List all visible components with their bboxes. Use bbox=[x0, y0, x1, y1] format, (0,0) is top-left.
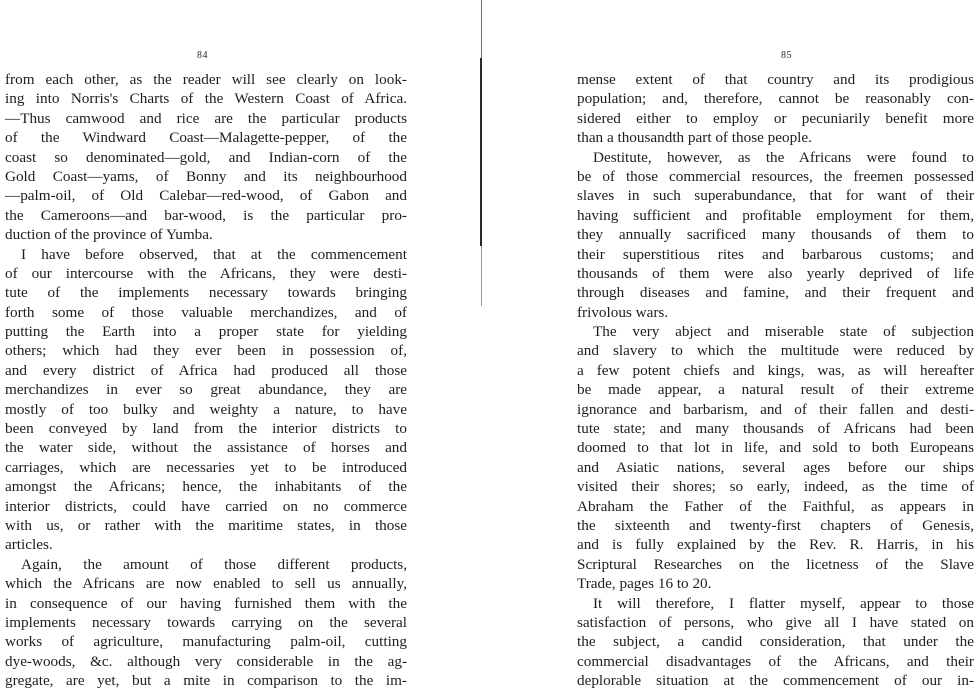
left-page-text bbox=[5, 70, 407, 691]
text-line: sidered either to employ or pecuniarily benefit more bbox=[577, 109, 974, 127]
text-line: Abraham the Father of the Faithful, as appears in bbox=[577, 497, 974, 515]
text-line: dye-woods, &c. although very considerable in the ag- bbox=[5, 652, 407, 670]
text-line: works of agriculture, manufacturing palm-oil, cutting bbox=[5, 633, 407, 651]
text-line: satisfaction of persons, who give all I have stated on bbox=[577, 613, 974, 631]
text-line: slaves in such superabundance, that for want of their bbox=[577, 187, 974, 205]
left-page-number: 84 bbox=[197, 50, 208, 61]
text-line: doomed to that lot in life, and sold to both Europeans bbox=[577, 439, 974, 457]
book-gutter bbox=[480, 0, 483, 690]
text-line: be made appear, a natural result of their extreme bbox=[577, 381, 974, 399]
text-line: forth some of those valuable merchandizes, and of bbox=[5, 303, 407, 321]
text-line: population; and, therefore, cannot be reasonably con- bbox=[577, 90, 974, 108]
text-line: carriages, which are necessaries yet to be introduced bbox=[5, 458, 407, 476]
text-line: the Cameroons—and bar-wood, is the particular pro- bbox=[5, 206, 407, 224]
text-line: putting the Earth into a proper state for yielding bbox=[5, 323, 407, 341]
text-line: and is fully explained by the Rev. R. Harris, in his bbox=[577, 536, 974, 554]
text-line: Destitute, however, as the Africans were found to bbox=[593, 148, 974, 166]
text-line: frivolous wars. bbox=[577, 303, 669, 321]
text-line: thousands of them were also yearly deprived of life bbox=[577, 264, 974, 282]
text-line: tute state; and many thousands of Africans had been bbox=[577, 420, 974, 438]
text-line: others; which had they ever been in possession of, bbox=[5, 342, 407, 360]
text-line: Scriptural Researches on the licetness of the Slave bbox=[577, 555, 974, 573]
text-line: of our intercourse with the Africans, they were desti- bbox=[5, 264, 407, 282]
text-line: a few potent chiefs and kings, was, as will hereafter bbox=[577, 361, 974, 379]
text-line: commercial disadvantages of the Africans, and their bbox=[577, 652, 974, 670]
text-line: be of those commercial resources, the freemen possessed bbox=[577, 167, 974, 185]
text-line: the sixteenth and twenty-first chapters of Genesis, bbox=[577, 516, 974, 534]
text-line: articles. bbox=[5, 536, 53, 554]
gutter-line-bottom bbox=[481, 246, 482, 306]
text-line: the subject, a candid consideration, that under the bbox=[577, 633, 974, 651]
gutter-fold bbox=[480, 58, 482, 246]
text-line: from each other, as the reader will see clearly on look- bbox=[5, 71, 407, 88]
text-line: merchandizes in ever so great abundance, they are bbox=[5, 381, 407, 399]
text-line: gregate, are yet, but a mite in comparison to the im- bbox=[5, 672, 407, 690]
text-line: their superstitious rites and barbarous customs; and bbox=[577, 245, 974, 263]
text-line: tute of the implements necessary towards bringing bbox=[5, 284, 407, 302]
text-line: they annually sacrificed many thousands of them to bbox=[577, 226, 974, 244]
text-line: and Asiatic nations, several ages before our ships bbox=[577, 458, 974, 476]
text-line: ing into Norris's Charts of the Western Coast of Africa. bbox=[5, 90, 407, 108]
text-line: the water side, without the assistance of horses and bbox=[5, 439, 407, 457]
text-line: duction of the province of Yumba. bbox=[5, 226, 213, 244]
text-line: of the Windward Coast—Malagette-pepper, of the bbox=[5, 129, 407, 147]
right-page bbox=[500, 0, 980, 690]
text-line: implements necessary towards carrying on the several bbox=[5, 613, 407, 631]
text-line: in consequence of our having furnished them with the bbox=[5, 594, 407, 612]
text-line: coast so denominated—gold, and Indian-corn of the bbox=[5, 148, 407, 166]
text-line: deplorable situation at the commencement of our in- bbox=[577, 672, 974, 690]
right-page-text bbox=[577, 70, 974, 691]
text-line: and slavery to which the multitude were reduced by bbox=[577, 342, 974, 360]
text-line: through diseases and famine, and their frequent and bbox=[577, 284, 974, 302]
text-line: with us, or rather with the maritime states, in those bbox=[5, 516, 407, 534]
text-line: —Thus camwood and rice are the particular products bbox=[5, 109, 407, 127]
text-line: and every district of Africa had produced all those bbox=[5, 361, 407, 379]
text-line: Trade, pages 16 to 20. bbox=[577, 575, 712, 593]
text-line: ignorance and barbarism, and of their fallen and desti- bbox=[577, 400, 974, 418]
text-line: The very abject and miserable state of subjection bbox=[593, 323, 974, 341]
text-line: which the Africans are now enabled to sell us annually, bbox=[5, 575, 407, 593]
text-line: visited their shores; so early, indeed, as the time of bbox=[577, 478, 974, 496]
text-line: interior districts, could have carried on no commerce bbox=[5, 497, 407, 515]
text-line: been conveyed by land from the interior districts to bbox=[5, 420, 407, 438]
text-line: I have before observed, that at the commencement bbox=[21, 245, 407, 263]
text-line: —palm-oil, of Old Calebar—red-wood, of Gabon and bbox=[5, 187, 407, 205]
text-line: It will therefore, I flatter myself, appear to those bbox=[593, 594, 974, 612]
text-line: mostly of too bulky and weighty a nature, to have bbox=[5, 400, 407, 418]
text-line: Again, the amount of those different products, bbox=[21, 555, 407, 573]
left-page bbox=[0, 0, 470, 690]
text-line: amongst the Africans; hence, the inhabitants of the bbox=[5, 478, 407, 496]
text-line: than a thousandth part of those people. bbox=[577, 129, 812, 147]
text-line: having sufficient and profitable employment for them, bbox=[577, 206, 974, 224]
text-line: mense extent of that country and its prodigious bbox=[577, 71, 974, 88]
text-line: Gold Coast—yams, of Bonny and its neighbourhood bbox=[5, 167, 407, 185]
right-page-number: 85 bbox=[781, 50, 792, 61]
